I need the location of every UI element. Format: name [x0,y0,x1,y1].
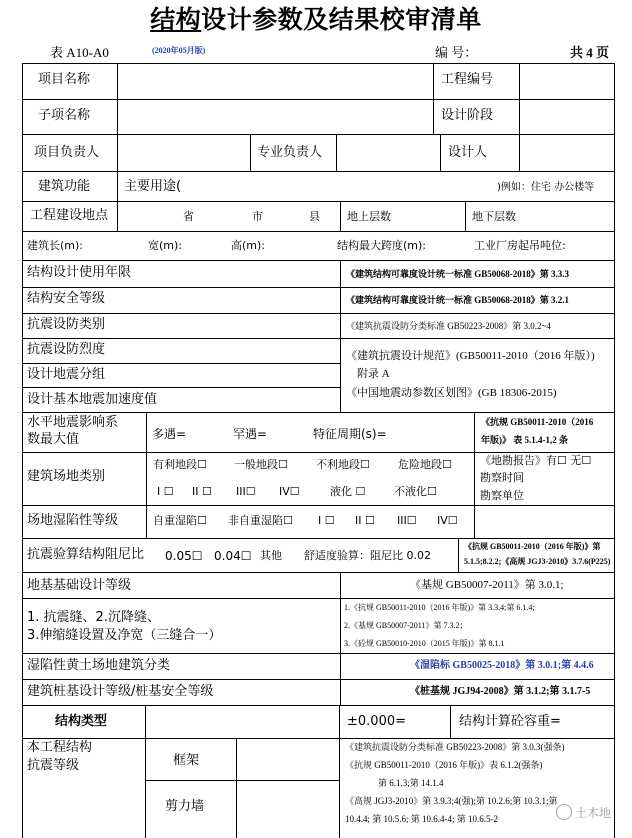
label-joints-1: 1. 抗震缝、2.沉降缝、 [27,610,160,625]
label-shear-wall: 剪力墙 [165,799,205,814]
ref-pile: 《桩基规 JGJ94-2008》第 3.1.2;第 3.1.7-5 [410,686,591,697]
label-project-no: 工程编号 [441,72,494,87]
label-grade-1: 本工程结构 [27,740,93,755]
label-pile: 建筑桩基设计等级/桩基安全等级 [27,684,214,699]
label-site-class: 建筑场地类别 [27,469,106,484]
table-number: 表 A10-A0 [50,45,109,60]
label-seismic-intensity: 抗震设防烈度 [27,342,106,357]
label-building-function: 建筑功能 [38,179,91,194]
label-collapsible: 场地湿陷性等级 [27,513,119,528]
label-below-ground: 地下层数 [472,210,516,223]
ref-horiz-2: 年版)》 表 5.1.4-1,2 条 [481,435,568,445]
label-grade-2: 抗震等级 [27,758,80,773]
ref-seismic-category: 《建筑抗震设防分类标准 GB50223-2008》第 3.0.2~4 [346,321,551,331]
label-horiz-coef-1: 水平地震影响系 [27,415,119,430]
checkbox-col-i[interactable]: I ☐ [318,514,335,527]
period: 特征周期(s)= [313,427,387,441]
ref-grade-1: 《建筑抗震设防分类标准 GB50223-2008》第 3.0.3(强条) [345,742,565,752]
comfort-check: 舒适度验算：阻尼比 0.02 [304,549,431,562]
label-concrete-density: 结构计算砼容重= [459,714,561,729]
label-loess: 湿陷性黄土场地建筑分类 [27,658,171,673]
label-width: 宽(m): [148,239,183,252]
label-project-lead: 项目负责人 [34,145,100,160]
ref-seismic-2: 附录 A [357,368,390,380]
label-site-location: 工程建设地点 [30,208,109,223]
label-foundation-grade: 地基基础设计等级 [27,578,132,593]
ref-horiz-1: 《抗规 GB50011-2010（2016 [481,417,594,427]
city: 市 [252,210,263,223]
checkbox-dangerous[interactable]: 危险地段☐ [398,458,452,471]
checkbox-class-iv[interactable]: IV☐ [279,485,300,498]
label-safety-grade: 结构安全等级 [27,291,106,306]
watermark: 土木地 [556,804,611,821]
ref-grade-4: 《高规 JGJ3-2010》第 3.9.3;4(强);第 10.2.6;第 10.3.1;第 [345,796,558,806]
ref-grade-2: 《抗规 GB50011-2010（2016 年版)》表 6.1.2(强条) [345,760,543,770]
checkbox-col-iii[interactable]: III☐ [397,514,417,527]
label-designer: 设计人 [448,145,488,160]
ref-service-life: 《建筑结构可靠度设计统一标准 GB50068-2018》第 3.3.3 [346,269,570,279]
label-service-life: 结构设计使用年限 [27,265,132,280]
label-sub-item: 子项名称 [38,108,91,123]
label-project-name: 项目名称 [38,72,91,87]
watermark-logo-icon [556,804,572,820]
checkbox-liquefy[interactable]: 液化 ☐ [330,485,366,498]
ref-joints-2: 2.《基规 GB50007-2011》第 7.3.2； [344,621,468,630]
checkbox-class-i[interactable]: I ☐ [157,485,174,498]
label-basic-accel: 设计基本地震加速度值 [27,392,158,407]
ref-seismic-check-1: 《抗规 GB50011-2010（2016 年版)》第 [464,542,601,551]
checkbox-class-ii[interactable]: II ☐ [192,485,212,498]
ref-site-3: 勘察单位 [480,489,524,502]
number-label: 编 号： [435,45,478,60]
rare: 罕遇= [233,427,268,441]
ref-joints-3: 3.《砼规 GB50010-2010（2015 年版)》第 8.1.1 [344,639,505,648]
ref-foundation: 《基规 GB50007-2011》第 3.0.1; [410,579,564,591]
ref-seismic-1: 《建筑抗震设计规范》(GB50011-2010（2016 年版）) [346,350,595,362]
ref-site-2: 勘察时间 [480,471,524,484]
label-discipline-lead: 专业负责人 [257,145,323,160]
version-label: (2020年05月版) [152,46,206,55]
checkbox-damping-004[interactable]: 0.04☐ [214,549,252,563]
checkbox-self-collapse[interactable]: 自重湿陷☐ [153,514,207,527]
label-height: 高(m): [231,239,266,252]
checkbox-non-liquefy[interactable]: 不液化☐ [394,485,437,498]
label-seismic-category: 抗震设防类别 [27,317,106,332]
ref-seismic-check-2: 5.1.5;8.2.2;《高规 JGJ3-2010》3.7.6(P225) [464,557,611,566]
province: 省 [183,210,194,223]
damping-other: 其他 [260,549,282,562]
ref-site-1: 《地勘报告》有☐ 无☐ [480,454,592,467]
label-design-group: 设计地震分组 [27,367,106,382]
label-frame: 框架 [173,753,200,768]
county: 县 [309,210,320,223]
ref-grade-5: 10.4.4; 第 10.5.6; 第 10.6.4-4; 第 10.6.5-2 [345,814,498,824]
label-crane: 工业厂房起吊吨位: [474,239,566,252]
label-structure-type: 结构类型 [55,714,108,729]
ref-loess: 《湿陷标 GB50025-2018》第 3.0.1;第 4.4.6 [410,660,594,671]
checkbox-favorable[interactable]: 有利地段☐ [153,458,207,471]
label-design-stage: 设计阶段 [441,108,494,123]
checkbox-col-iv[interactable]: IV☐ [437,514,458,527]
page-count: 共 4 页 [570,45,610,60]
checkbox-damping-005[interactable]: 0.05☐ [165,549,203,563]
checkbox-class-iii[interactable]: III☐ [236,485,256,498]
checkbox-col-ii[interactable]: II ☐ [355,514,375,527]
label-above-ground: 地上层数 [347,210,391,223]
checkbox-non-self-collapse[interactable]: 非自重湿陷☐ [228,514,293,527]
label-max-span: 结构最大跨度(m): [337,239,427,252]
ref-grade-3: 第 6.1.3;第 14.1.4 [378,778,444,788]
label-seismic-check: 抗震验算结构阻尼比 [27,547,145,562]
checkbox-general[interactable]: 一般地段☐ [234,458,288,471]
label-length: 建筑长(m): [27,239,84,252]
label-elevation: ±0.000= [347,714,407,729]
ref-joints-1: 1.《抗规 GB50011-2010（2016 年版)》第 3.3.4;第 6.1.4; [344,603,535,612]
main-use: 主要用途( [124,179,182,194]
label-joints-2: 3.伸缩缝设置及净宽（三缝合一） [27,628,222,643]
label-horiz-coef-2: 数最大值 [27,432,80,447]
page-title: 结构设计参数及结果校审清单 [150,5,482,34]
checkbox-unfavorable[interactable]: 不利地段☐ [316,458,370,471]
ref-safety-grade: 《建筑结构可靠度设计统一标准 GB50068-2018》第 3.2.1 [346,295,570,305]
frequent: 多遇= [152,427,187,441]
ref-seismic-3: 《中国地震动参数区划图》(GB 18306-2015) [346,387,557,399]
use-example: )例如：住宅 办公楼等 [497,182,595,193]
